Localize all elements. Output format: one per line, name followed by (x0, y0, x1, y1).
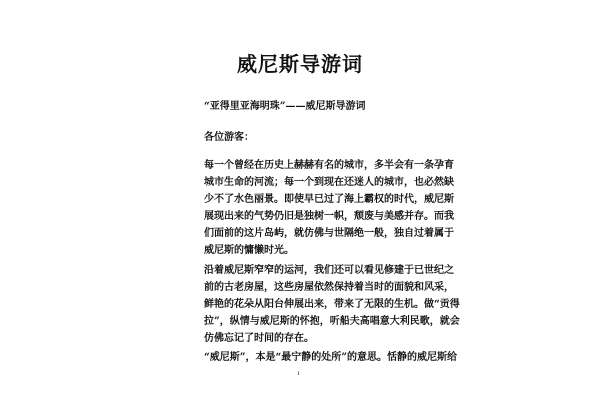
paragraph-line: 们面前的这片岛屿，就仿佛与世隔绝一般，独自过着属于 (204, 228, 454, 239)
paragraph-line: 前的古老房屋，这些房屋依然保持着当时的面貌和风采， (204, 282, 454, 293)
page-number: 1 (297, 371, 301, 377)
document-subtitle: “亚得里亚海明珠”——威尼斯导游词 (204, 101, 366, 112)
document-title: 威尼斯导游词 (237, 52, 363, 76)
paragraph-line: 展现出来的气势仍旧是独树一帜，颓废与美感并存。而我 (204, 211, 454, 222)
paragraph-line: “威尼斯”，本是“最宁静的处所”的意思。恬静的威尼斯给 (204, 352, 458, 363)
greeting-line: 各位游客： (204, 132, 254, 143)
paragraph-line: 每一个曾经在历史上赫赫有名的城市，多半会有一条孕育 (204, 160, 454, 171)
paragraph-line: 少不了水色丽景。即使早已过了海上霸权的时代，威尼斯 (204, 194, 454, 205)
paragraph-line: 城市生命的河流；每一个到现在还迷人的城市，也必然缺 (204, 177, 454, 188)
paragraph-line: 沿着威尼斯窄窄的运河，我们还可以看见修建于已世纪之 (204, 265, 454, 276)
paragraph-2 (204, 262, 460, 347)
paragraph-line: 仿佛忘记了时间的存在。 (204, 333, 314, 344)
paragraph-1 (204, 157, 454, 259)
paragraph-3 (204, 349, 458, 366)
paragraph-line: 拉”，纵情与威尼斯的怀抱，听船夫高唱意大利民歌，就会 (204, 316, 460, 327)
paragraph-line: 鲜艳的花朵从阳台伸展出来，带来了无限的生机。做“贡得 (204, 299, 460, 310)
paragraph-line: 威尼斯的慵懒时光。 (204, 245, 294, 256)
